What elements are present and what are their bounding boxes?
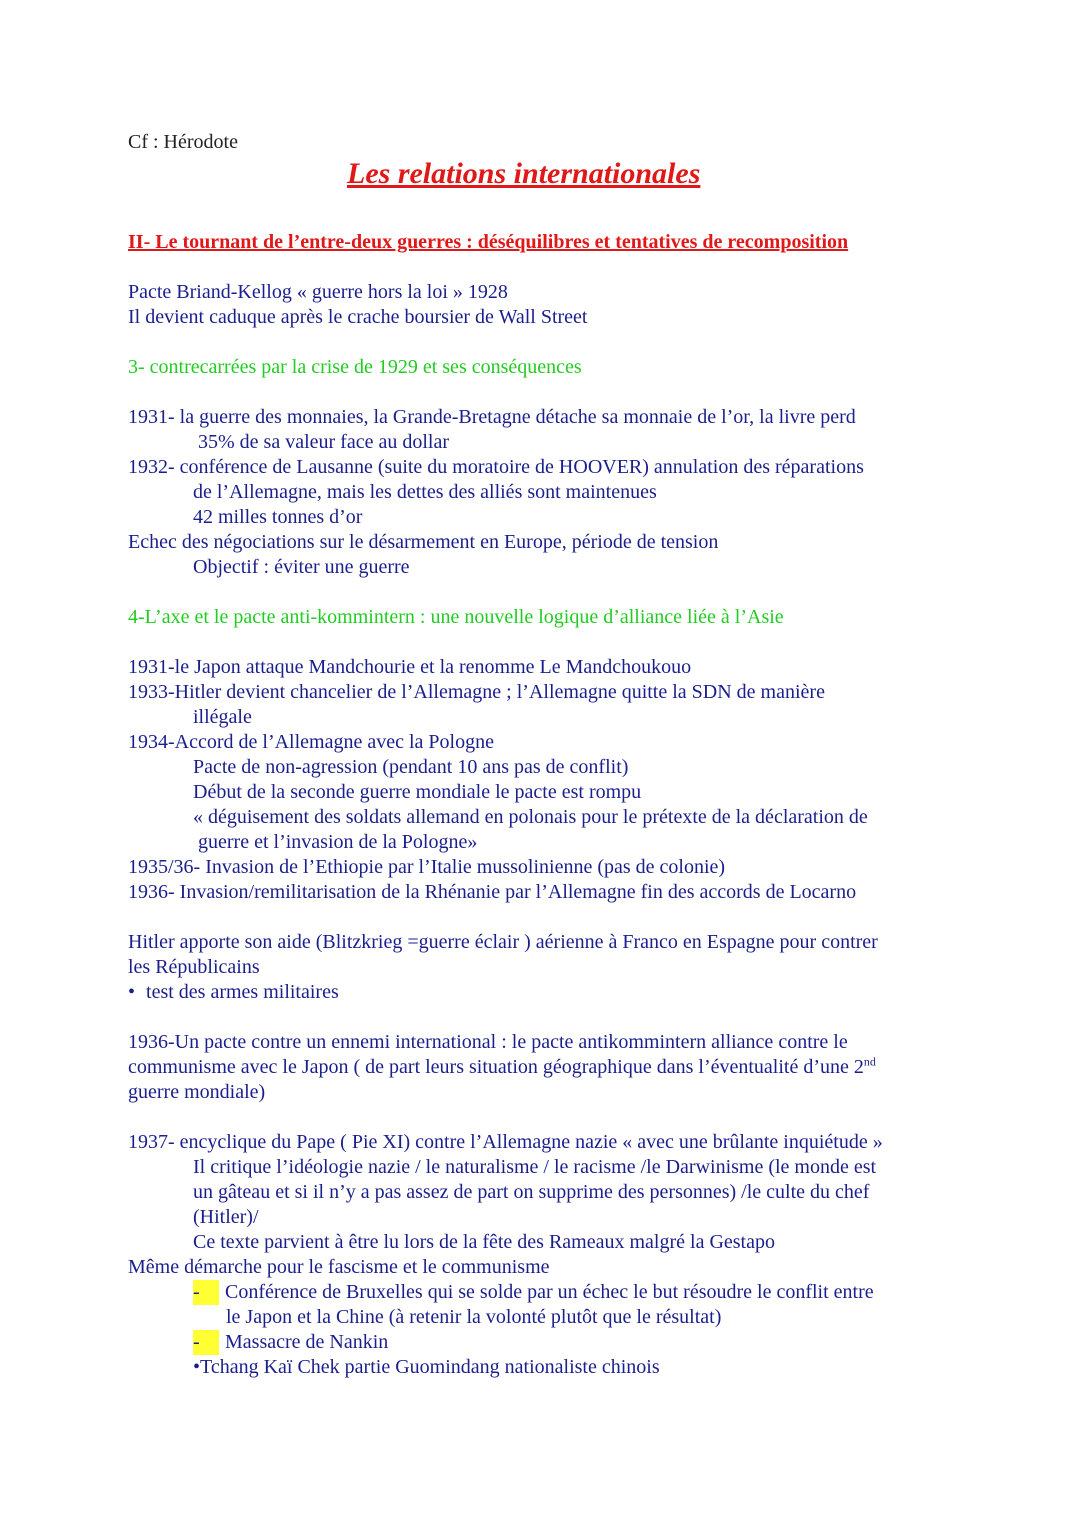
pact-line: 1936-Un pacte contre un ennemi international : le pacte antikommintern alliance contre le: [128, 1031, 848, 1053]
list-item-continuation: le Japon et la Chine (à retenir la volonté plutôt que le résultat): [226, 1306, 722, 1328]
page-title: Les relations internationales: [347, 157, 701, 190]
encyclical-line: un gâteau et si il n’y a pas assez de part on supprime des personnes) /le culte du chef: [193, 1181, 870, 1203]
intro-line-1: Pacte Briand-Kellog « guerre hors la loi » 1928: [128, 281, 508, 303]
encyclical-line: 1937- encyclique du Pape ( Pie XI) contre l’Allemagne nazie « avec une brûlante inquiétude »: [128, 1131, 883, 1153]
hitler-line: Hitler apporte son aide (Blitzkrieg =guerre éclair ) aérienne à Franco en Espagne pour contrer: [128, 931, 878, 953]
dash-list-item: [193, 1280, 874, 1305]
ordinal-suffix: nd: [863, 1054, 876, 1069]
pact-line: [128, 1055, 876, 1080]
bullet-text: test des armes militaires: [146, 981, 339, 1003]
part4-line: illégale: [193, 706, 252, 728]
part4-line: 1935/36- Invasion de l’Ethiopie par l’Italie mussolinienne (pas de colonie): [128, 856, 726, 878]
part3-line: 35% de sa valeur face au dollar: [198, 431, 449, 453]
pact-line-text: communisme avec le Japon ( de part leurs situation géographique dans l’éventualité d’une 2: [128, 1056, 864, 1078]
highlighted-dash: -: [193, 1280, 219, 1305]
encyclical-line: (Hitler)/: [193, 1206, 259, 1228]
bullet-icon: •: [193, 1356, 201, 1378]
encyclical-line: Il critique l’idéologie nazie / le naturalisme / le racisme /le Darwinisme (le monde est: [193, 1156, 877, 1178]
part4-line: 1936- Invasion/remilitarisation de la Rhénanie par l’Allemagne fin des accords de Locarno: [128, 881, 857, 903]
pact-line: guerre mondiale): [128, 1081, 266, 1103]
list-item-text: Conférence de Bruxelles qui se solde par un échec le but résoudre le conflit entre: [225, 1281, 874, 1303]
part4-line: « déguisement des soldats allemand en polonais pour le prétexte de la déclaration de: [193, 806, 868, 828]
part3-line: de l’Allemagne, mais les dettes des alliés sont maintenues: [193, 481, 657, 503]
bullet-list-item: [193, 1355, 660, 1380]
reference-line: Cf : Hérodote: [128, 131, 238, 153]
list-item-text: Tchang Kaï Chek partie Guomindang nationaliste chinois: [200, 1356, 660, 1378]
part4-line: Pacte de non-agression (pendant 10 ans pas de conflit): [193, 756, 629, 778]
part4-line: 1933-Hitler devient chancelier de l’Allemagne ; l’Allemagne quitte la SDN de manière: [128, 681, 825, 703]
part4-line: 1934-Accord de l’Allemagne avec la Pologne: [128, 731, 494, 753]
hitler-line: les Républicains: [128, 956, 260, 978]
part4-line: Début de la seconde guerre mondiale le pacte est rompu: [193, 781, 642, 803]
part3-line: Objectif : éviter une guerre: [193, 556, 410, 578]
encyclical-line: Même démarche pour le fascisme et le communisme: [128, 1256, 550, 1278]
hitler-bullet-item: [128, 980, 339, 1005]
part4-heading: 4-L’axe et le pacte anti-kommintern : une nouvelle logique d’alliance liée à l’Asie: [128, 606, 784, 628]
part3-line: 42 milles tonnes d’or: [193, 506, 363, 528]
dash-list-item: [193, 1330, 388, 1355]
part3-line: 1931- la guerre des monnaies, la Grande-Bretagne détache sa monnaie de l’or, la livre perd: [128, 406, 856, 428]
part3-heading: 3- contrecarrées par la crise de 1929 et ses conséquences: [128, 356, 582, 378]
section-heading: II- Le tournant de l’entre-deux guerres : déséquilibres et tentatives de recomposition: [128, 231, 849, 253]
part4-line: 1931-le Japon attaque Mandchourie et la renomme Le Mandchoukouo: [128, 656, 692, 678]
highlighted-dash: -: [193, 1330, 219, 1355]
part3-line: 1932- conférence de Lausanne (suite du moratoire de HOOVER) annulation des réparations: [128, 456, 864, 478]
part3-line: Echec des négociations sur le désarmement en Europe, période de tension: [128, 531, 719, 553]
bullet-icon: •: [128, 981, 136, 1003]
part4-line: guerre et l’invasion de la Pologne»: [198, 831, 478, 853]
intro-line-2: Il devient caduque après le crache boursier de Wall Street: [128, 306, 588, 328]
list-item-text: Massacre de Nankin: [225, 1331, 389, 1353]
encyclical-line: Ce texte parvient à être lu lors de la fête des Rameaux malgré la Gestapo: [193, 1231, 775, 1253]
